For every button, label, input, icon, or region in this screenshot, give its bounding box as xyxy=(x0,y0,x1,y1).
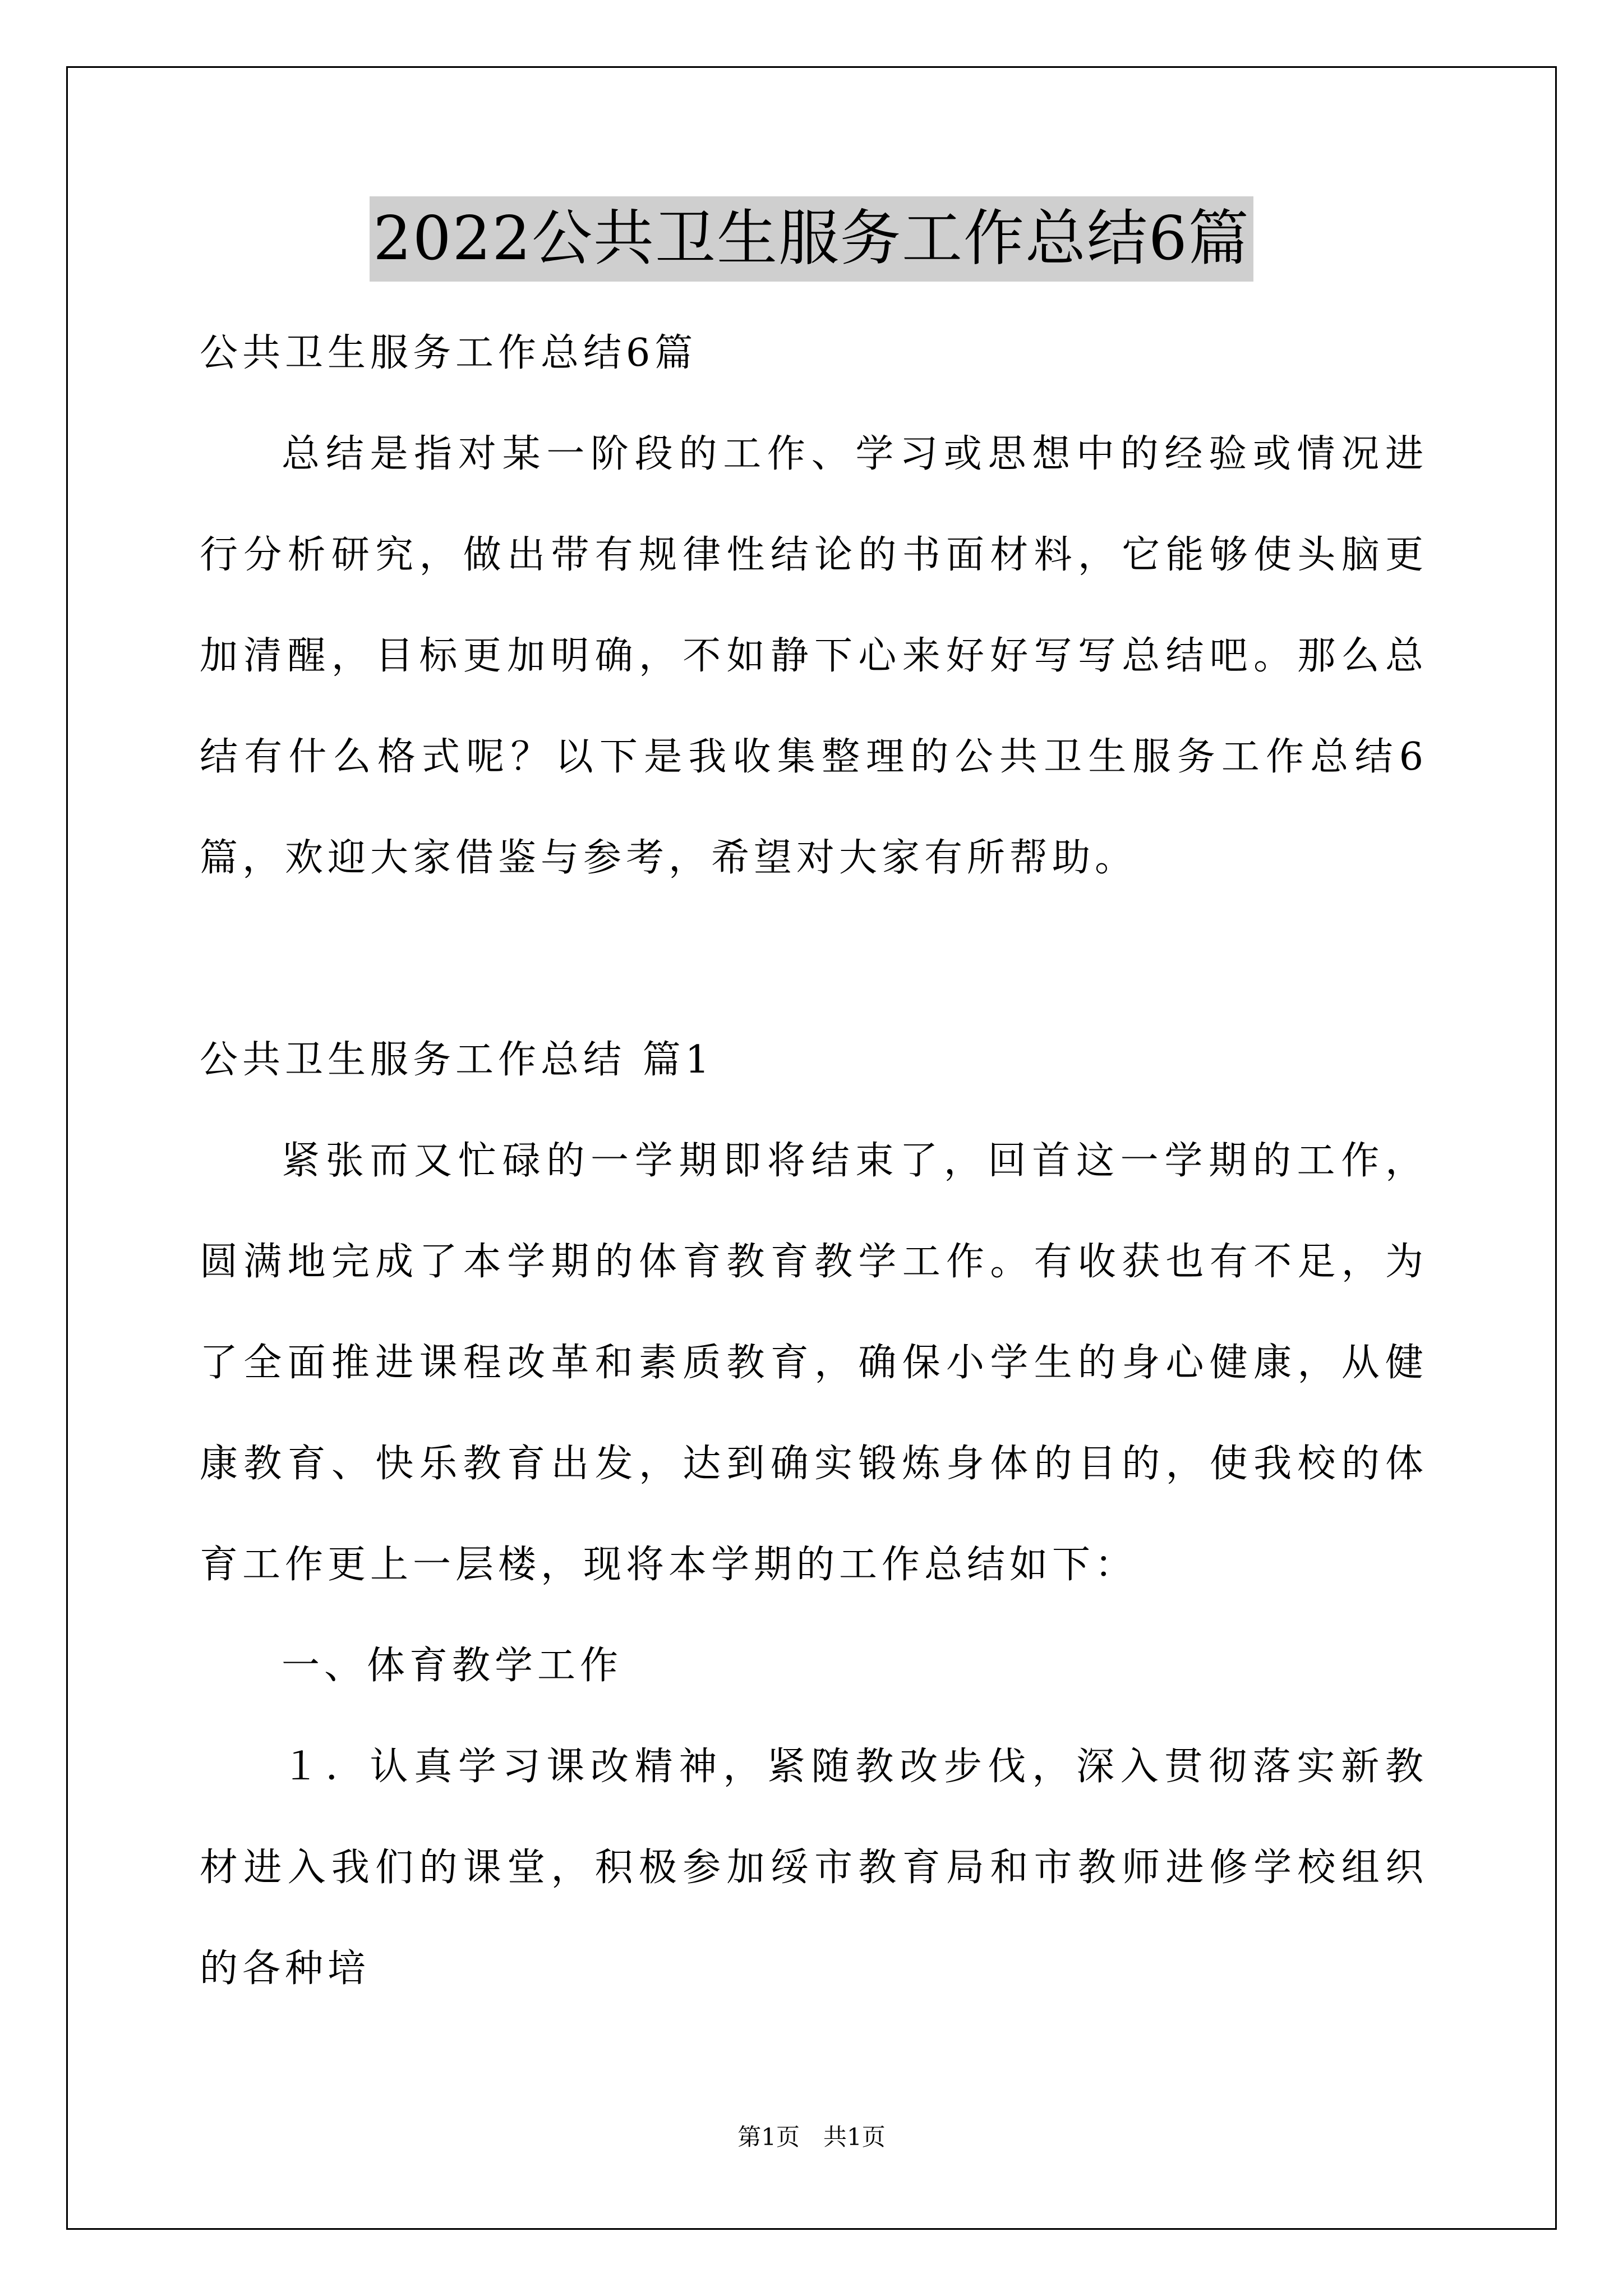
page-footer xyxy=(0,2120,1623,2154)
document-body xyxy=(200,303,1428,2019)
section-paragraph: 紧张而又忙碌的一学期即将结束了，回首这一学期的工作，圆满地完成了本学期的体育教育教学工作。有收获也有不足，为了全面推进课程改革和素质教育，确保小学生的身心健康，从健康教育、快乐教育出发，达到确实锻炼身体的目的，使我校的体育工作更上一层楼，现将本学期的工作总结如下： xyxy=(200,1139,1428,1587)
spacer xyxy=(200,909,1428,1010)
title-block xyxy=(0,196,1623,282)
page-number: 第1页 xyxy=(737,2123,800,2151)
document-subtitle: 公共卫生服务工作总结6篇 xyxy=(200,331,698,375)
list-item: １．认真学习课改精神，紧随教改步伐，深入贯彻落实新教材进入我们的课堂，积极参加绥市教育局和市教师进修学校组织的各种培 xyxy=(200,1745,1428,1991)
page-total: 共1页 xyxy=(823,2123,886,2151)
section-heading: 公共卫生服务工作总结 篇1 xyxy=(200,1038,714,1082)
subheading: 一、体育教学工作 xyxy=(282,1644,623,1688)
document-title: 2022公共卫生服务工作总结6篇 xyxy=(370,196,1253,282)
intro-paragraph: 总结是指对某一阶段的工作、学习或思想中的经验或情况进行分析研究，做出带有规律性结论的书面材料，它能够使头脑更加清醒，目标更加明确，不如静下心来好好写写总结吧。那么总结有什么格式呢？以下是我收集整理的公共卫生服务工作总结6篇，欢迎大家借鉴与参考，希望对大家有所帮助。 xyxy=(200,432,1428,880)
